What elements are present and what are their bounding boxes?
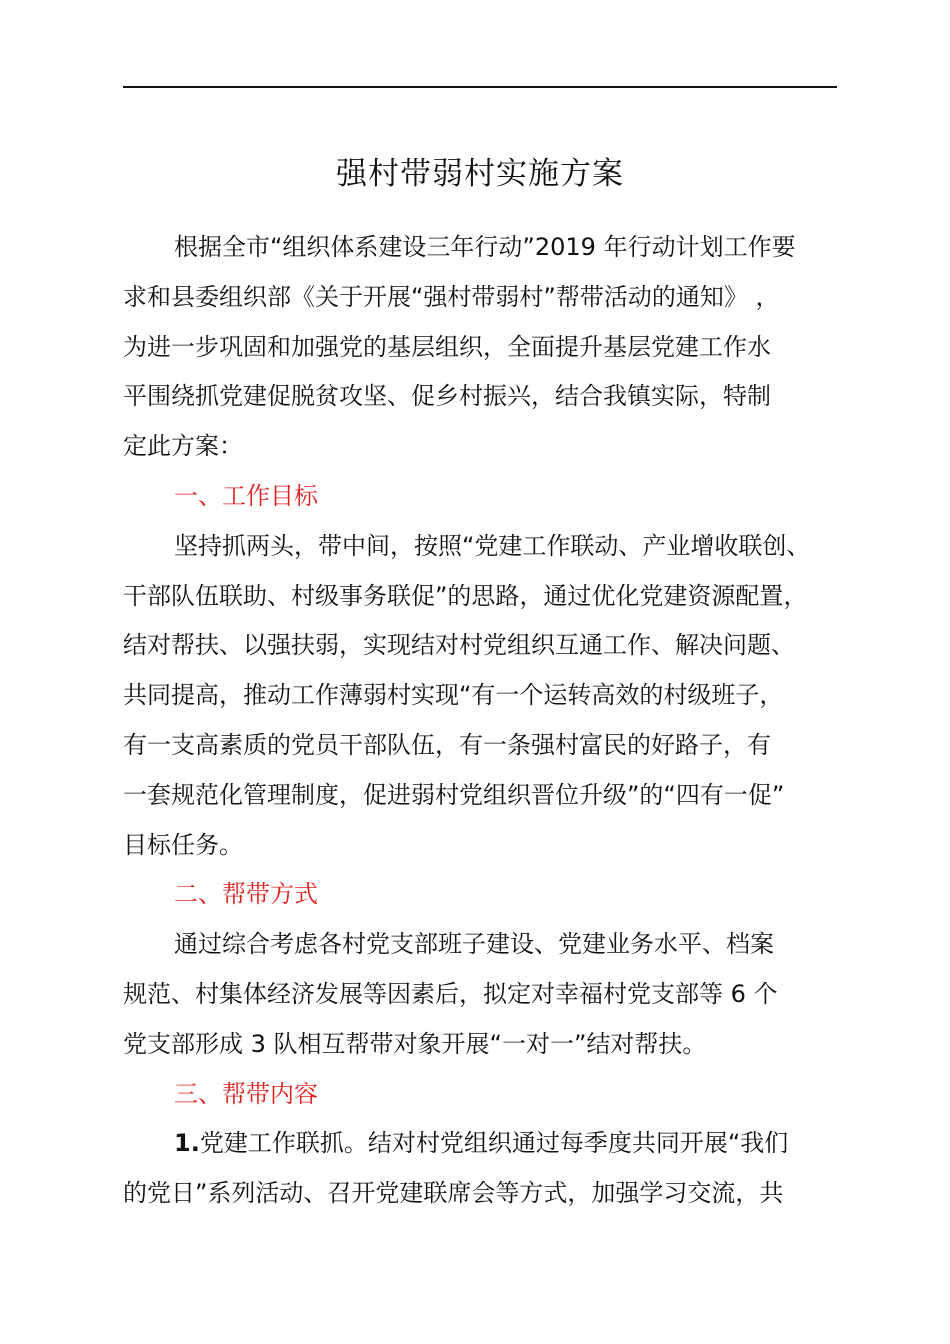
paragraph-line: 共同提高，推动工作薄弱村实现“有一个运转高效的村级班子， — [123, 681, 784, 710]
paragraph-line: 根据全市“组织体系建设三年行动”2019 年行动计划工作要 — [174, 233, 796, 261]
section-heading: 一、工作目标 — [174, 481, 318, 510]
paragraph-line: 通过综合考虑各村党支部班子建设、党建业务水平、档案 — [174, 930, 774, 959]
paragraph-line: 一套规范化管理制度，促进弱村党组织晋位升级”的“四有一促” — [123, 780, 785, 809]
paragraph-line: 规范、村集体经济发展等因素后，拟定对幸福村党支部等 6 个 — [123, 979, 778, 1008]
document-title: 强村带弱村实施方案 — [336, 156, 624, 192]
paragraph-line: 定此方案： — [123, 432, 243, 461]
top-rule — [123, 86, 837, 88]
paragraph-line: 平围绕抓党建促脱贫攻坚、促乡村振兴，结合我镇实际，特制 — [123, 382, 771, 411]
paragraph-line: 的党日”系列活动、召开党建联席会等方式，加强学习交流，共 — [123, 1179, 784, 1208]
section-heading: 二、帮带方式 — [174, 880, 318, 909]
paragraph-line: 为进一步巩固和加强党的基层组织，全面提升基层党建工作水 — [123, 332, 771, 361]
paragraph-line: 干部队伍联助、村级事务联促”的思路，通过优化党建资源配置， — [123, 581, 808, 610]
paragraph-line: 目标任务。 — [123, 830, 243, 859]
document-body — [123, 223, 843, 1219]
paragraph-line: 有一支高素质的党员干部队伍，有一条强村富民的好路子，有 — [123, 730, 771, 759]
paragraph-line: 坚持抓两头，带中间，按照“党建工作联动、产业增收联创、 — [174, 531, 811, 560]
paragraph-line: 党支部形成 3 队相互帮带对象开展“一对一”结对帮扶。 — [123, 1029, 707, 1058]
item-text: 党建工作联抓。结对村党组织通过每季度共同开展“我们 — [199, 1129, 789, 1158]
paragraph-line: 结对帮扶、以强扶弱，实现结对村党组织互通工作、解决问题、 — [123, 631, 795, 660]
paragraph-line: 求和县委组织部《关于开展“强村带弱村”帮带活动的通知》 ， — [123, 282, 780, 311]
item-number: 1. — [174, 1129, 200, 1158]
section-heading: 三、帮带内容 — [174, 1079, 318, 1108]
list-item-first-line — [123, 1119, 843, 1169]
